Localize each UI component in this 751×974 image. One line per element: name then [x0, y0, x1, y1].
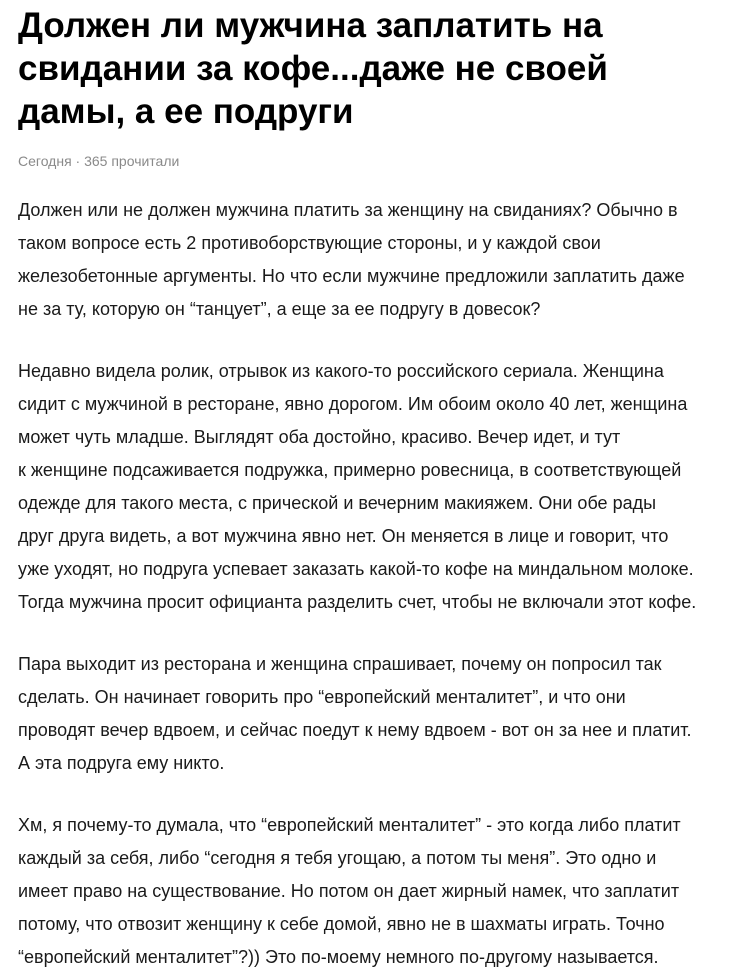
article-body: [18, 194, 751, 974]
article-meta: Сегодня · 365 прочитали: [18, 153, 180, 169]
paragraph-line: Пара выходит из ресторана и женщина спрашивает, почему он попросил так: [18, 654, 662, 674]
paragraph-line: А эта подруга ему никто.: [18, 753, 225, 773]
article-paragraph: [18, 809, 751, 974]
paragraph-line: к женщине подсаживается подружка, примерно ровесница, в соответствующей: [18, 460, 682, 480]
article-paragraph: [18, 648, 751, 780]
paragraph-line: друг друга видеть, а вот мужчина явно нет. Он меняется в лице и говорит, что: [18, 526, 669, 546]
paragraph-line: Тогда мужчина просит официанта разделить счет, чтобы не включали этот кофе.: [18, 592, 697, 612]
paragraph-line: проводят вечер вдвоем, и сейчас поедут к нему вдвоем - вот он за нее и платит.: [18, 720, 692, 740]
paragraph-line: Должен или не должен мужчина платить за женщину на свиданиях? Обычно в: [18, 200, 678, 220]
paragraph-line: не за ту, которую он “танцует”, а еще за ее подругу в довесок?: [18, 299, 541, 319]
article-paragraph: [18, 355, 751, 619]
paragraph-line: может чуть младше. Выглядят оба достойно, красиво. Вечер идет, и тут: [18, 427, 621, 447]
article-paragraph: [18, 194, 751, 326]
title-line: свидании за кофе...даже не своей: [18, 49, 608, 88]
article-title: [18, 4, 751, 133]
paragraph-line: каждый за себя, либо “сегодня я тебя угощаю, а потом ты меня”. Это одно и: [18, 848, 657, 868]
paragraph-line: “европейский менталитет”?)) Это по-моему немного по-другому называется.: [18, 947, 659, 967]
paragraph-line: Хм, я почему-то думала, что “европейский менталитет” - это когда либо платит: [18, 815, 681, 835]
paragraph-line: сделать. Он начинает говорить про “европейский менталитет”, и что они: [18, 687, 626, 707]
paragraph-line: Недавно видела ролик, отрывок из какого-то российского сериала. Женщина: [18, 361, 664, 381]
title-line: дамы, а ее подруги: [18, 92, 354, 131]
paragraph-line: железобетонные аргументы. Но что если мужчине предложили заплатить даже: [18, 266, 685, 286]
paragraph-line: таком вопросе есть 2 противоборствующие стороны, и у каждой свои: [18, 233, 601, 253]
paragraph-line: уже уходят, но подруга успевает заказать какой-то кофе на миндальном молоке.: [18, 559, 694, 579]
paragraph-line: одежде для такого места, с прической и вечерним макияжем. Они обе рады: [18, 493, 657, 513]
title-line: Должен ли мужчина заплатить на: [18, 6, 603, 45]
paragraph-line: сидит с мужчиной в ресторане, явно дорогом. Им обоим около 40 лет, женщина: [18, 394, 688, 414]
paragraph-line: потому, что отвозит женщину к себе домой, явно не в шахматы играть. Точно: [18, 914, 665, 934]
paragraph-line: имеет право на существование. Но потом он дает жирный намек, что заплатит: [18, 881, 680, 901]
